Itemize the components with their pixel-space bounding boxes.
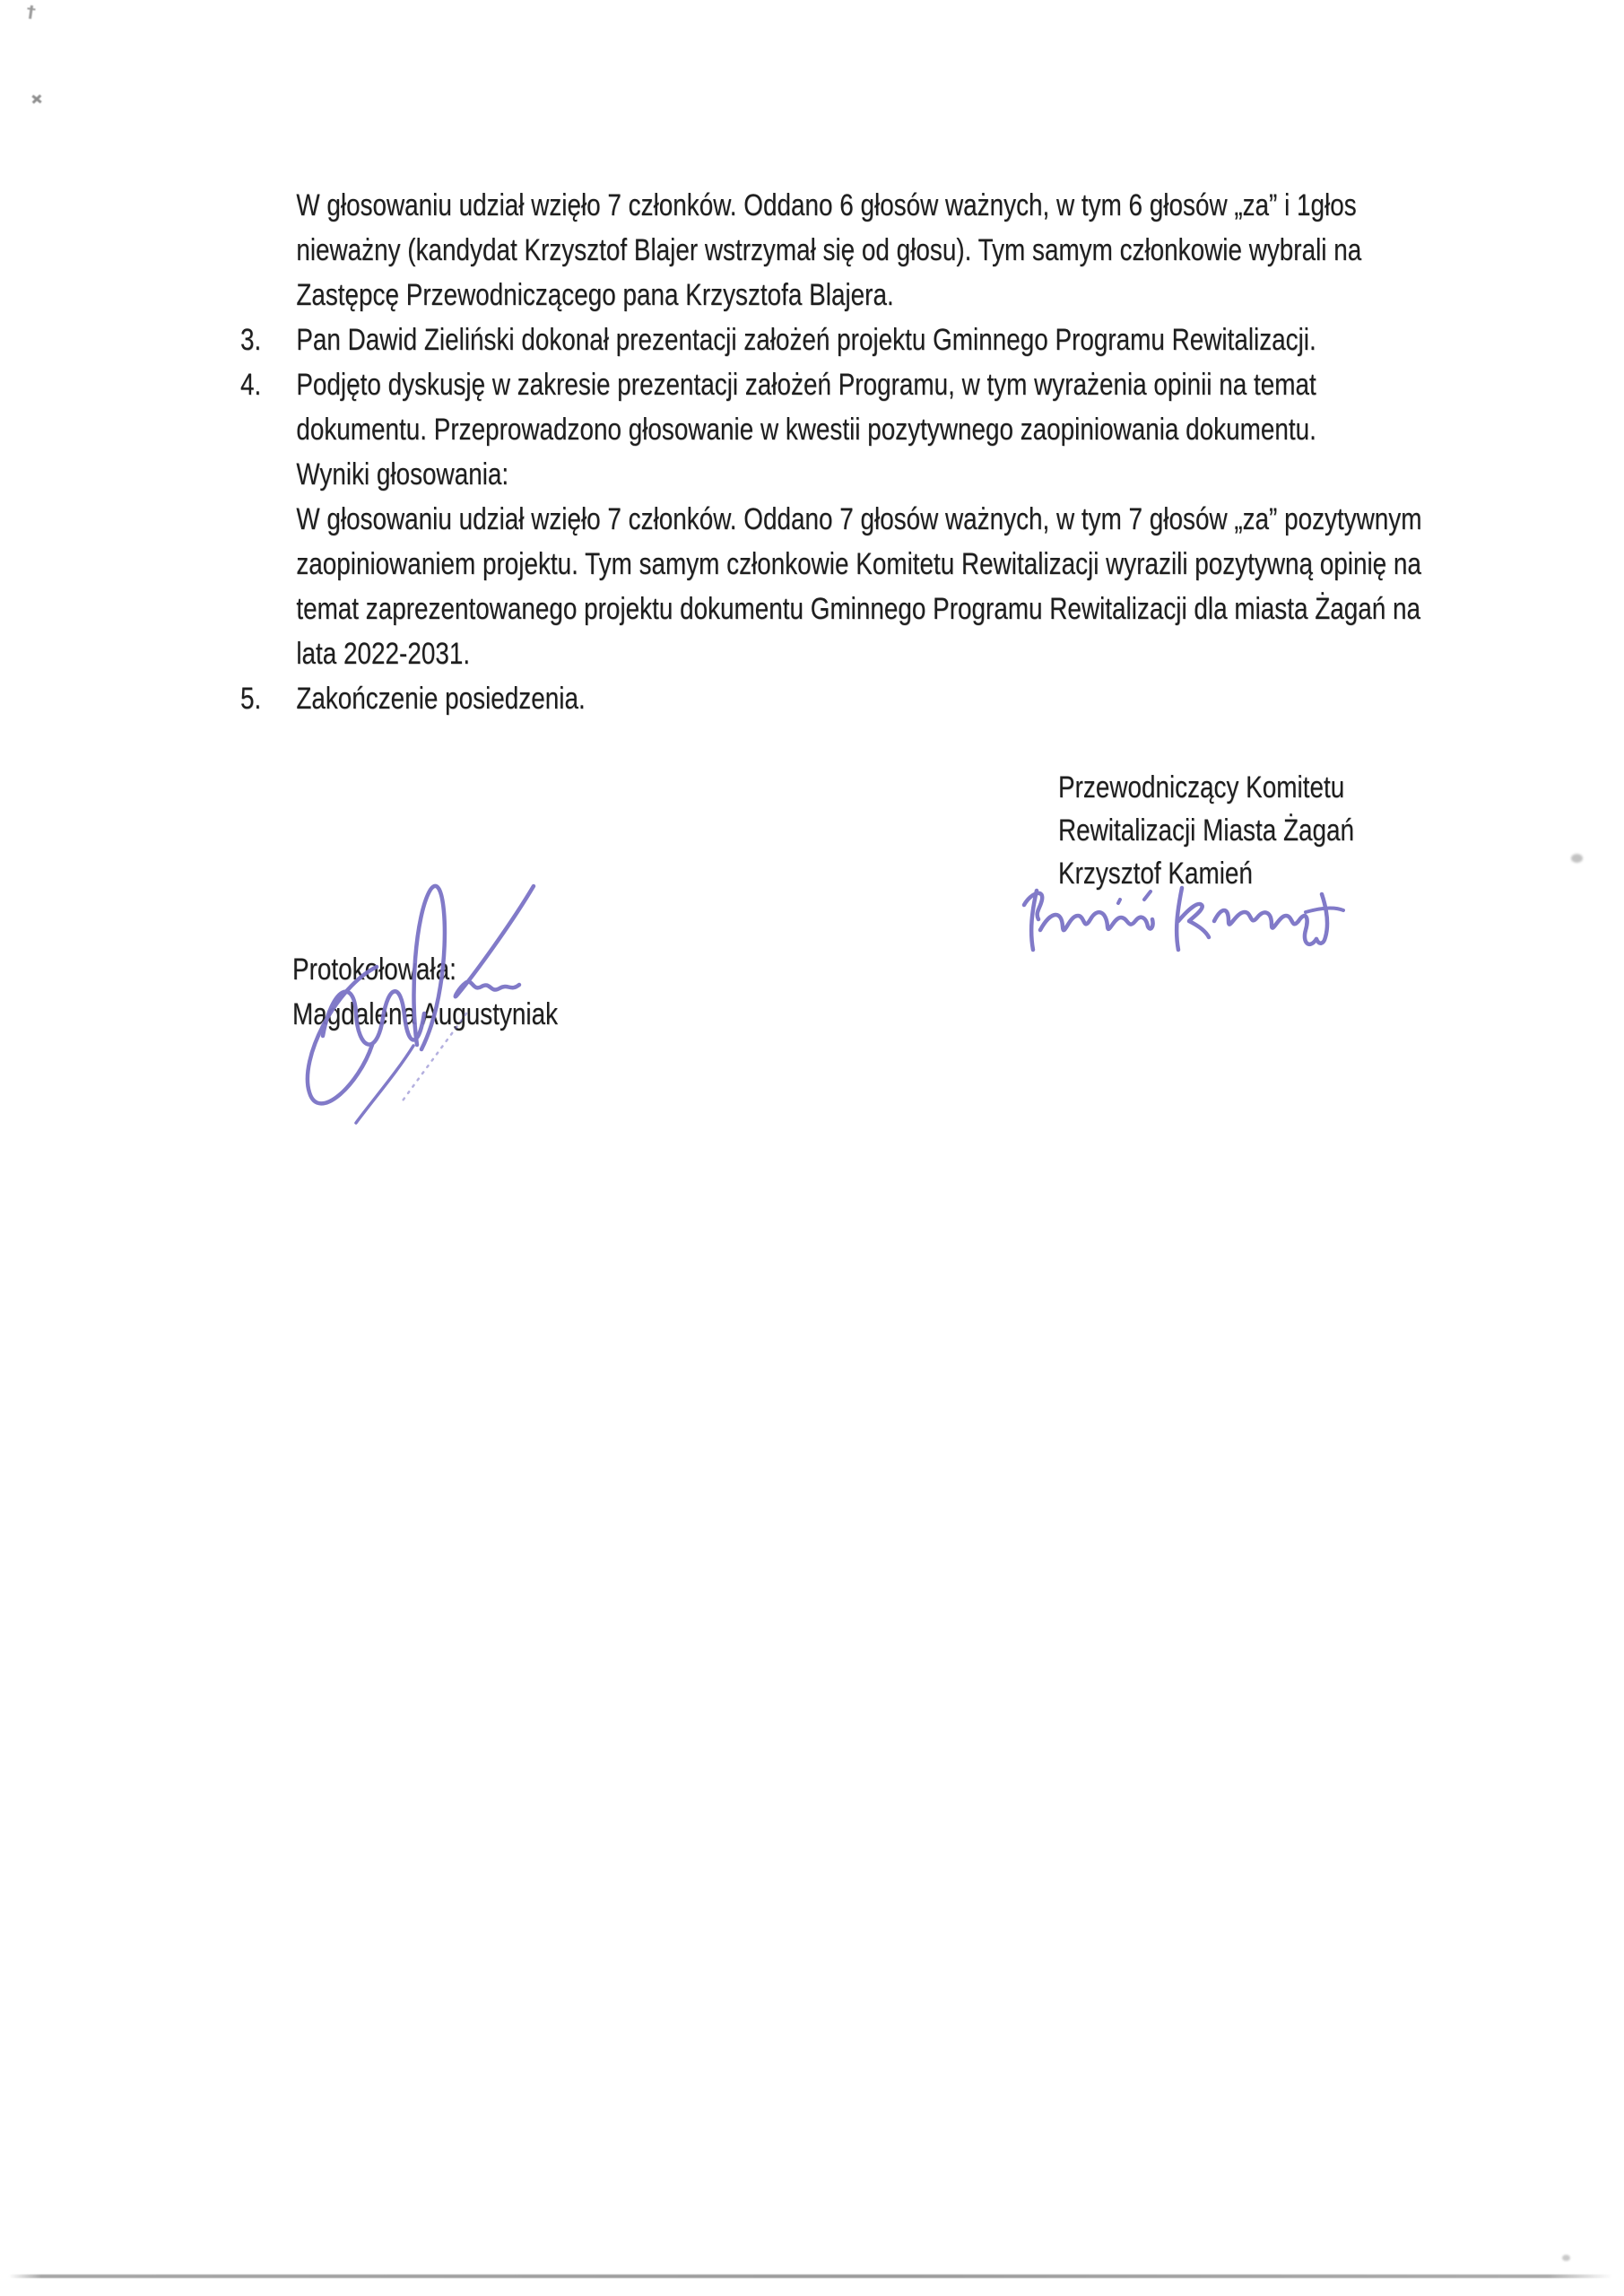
- body-line: [240, 631, 1196, 676]
- body-line: [240, 676, 1196, 721]
- body-line-text: Pan Dawid Zieliński dokonał prezentacji założeń projektu Gminnego Programu Rewitalizacji.: [296, 323, 1316, 357]
- body-line: [240, 497, 1422, 542]
- chairman-name: Krzysztof Kamień: [1058, 857, 1253, 891]
- body-line-text: nieważny (kandydat Krzysztof Blajer wstrzymał się od głosu). Tym samym członkowie wybrali na: [296, 233, 1362, 267]
- minutes-body: [240, 183, 1422, 721]
- body-line: [240, 362, 1316, 407]
- body-line-text: temat zaprezentowanego projektu dokumentu Gminnego Programu Rewitalizacji dla miasta Żagań na: [296, 592, 1421, 626]
- list-number: 3.: [240, 323, 262, 357]
- body-line: [240, 317, 1316, 362]
- body-line-text: dokumentu. Przeprowadzono głosowanie w kwestii pozytywnego zaopiniowania dokumentu.: [296, 413, 1316, 447]
- body-line-text: lata 2022-2031.: [296, 637, 471, 671]
- list-number: 5.: [240, 682, 262, 716]
- secretary-role-label: Protokołowała:: [292, 952, 456, 987]
- body-line: [240, 587, 1421, 631]
- secretary-signature-block: [292, 947, 616, 1037]
- chairman-title-line1: Przewodniczący Komitetu: [1058, 770, 1345, 804]
- chairman-title-line2: Rewitalizacji Miasta Żagań: [1058, 813, 1355, 848]
- body-line: [240, 273, 1196, 317]
- chairman-signature-block: [1058, 766, 1420, 895]
- scan-artifact-bottom-right: [1562, 2255, 1570, 2261]
- body-line: [240, 407, 1316, 452]
- body-line-text: zaopiniowaniem projektu. Tym samym członkowie Komitetu Rewitalizacji wyrazili pozytywną opinię na: [296, 547, 1421, 581]
- body-line-text: Podjęto dyskusję w zakresie prezentacji założeń Programu, w tym wyrażenia opinii na temat: [296, 368, 1316, 402]
- body-line-text: W głosowaniu udział wzięło 7 członków. Oddano 7 głosów ważnych, w tym 7 głosów „za” pozytywnym: [296, 502, 1422, 536]
- body-line: [240, 183, 1357, 228]
- body-line-text: Zakończenie posiedzenia.: [296, 682, 586, 716]
- scan-edge-line: [9, 2274, 1612, 2278]
- scan-artifact-right: [1571, 854, 1583, 863]
- body-line: [240, 452, 1196, 497]
- body-line-text: Wyniki głosowania:: [296, 457, 509, 491]
- body-line: [240, 228, 1362, 273]
- scan-artifact-x-mark: [31, 93, 42, 104]
- body-line: [240, 542, 1421, 587]
- secretary-name: Magdalena Augustyniak: [292, 997, 559, 1031]
- list-number: 4.: [240, 368, 262, 402]
- scan-artifact-top: [29, 5, 33, 19]
- body-line-text: W głosowaniu udział wzięło 7 członków. Oddano 6 głosów ważnych, w tym 6 głosów „za” i 1głos: [296, 188, 1357, 222]
- body-line-text: Zastępcę Przewodniczącego pana Krzysztofa Blajera.: [296, 278, 894, 312]
